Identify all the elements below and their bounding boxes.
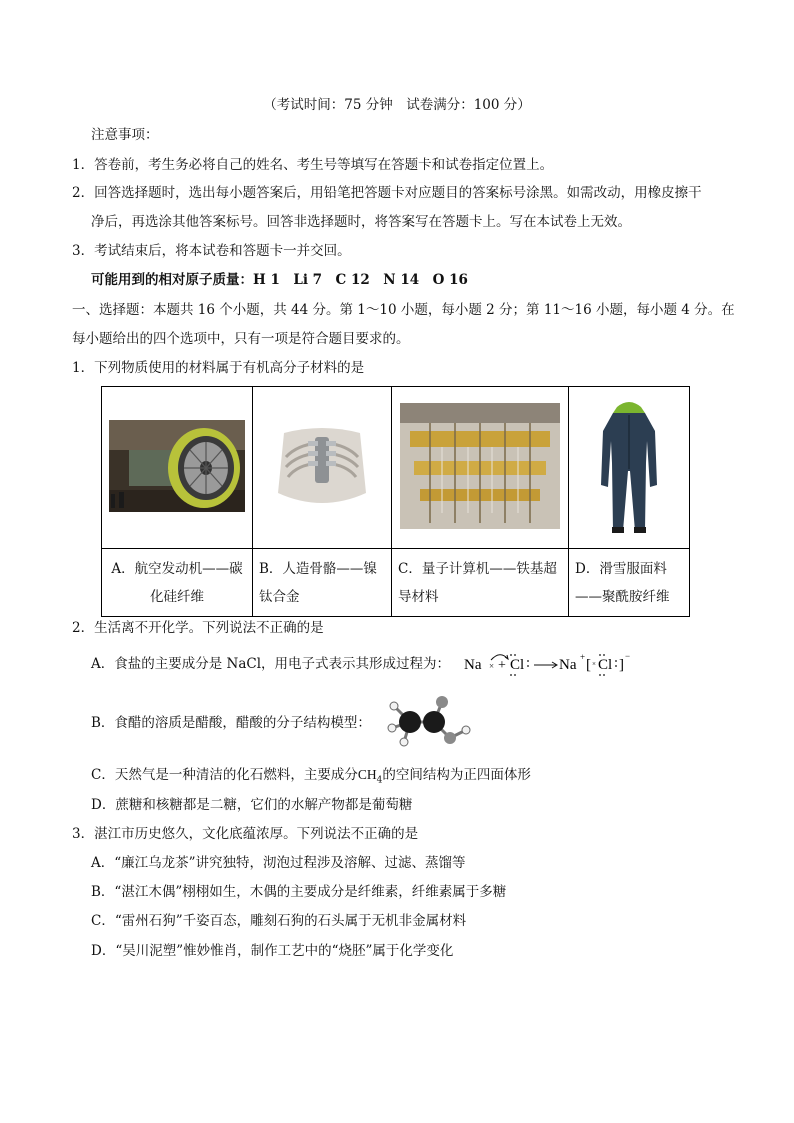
q2-stem: 2．生活离不开化学。下列说法不正确的是 [72,620,324,636]
formula-na-charge: + [580,652,586,662]
option-d-image-cell [569,387,690,549]
artificial-bone-image [272,423,372,509]
q3-option-a: A．“廉江乌龙茶”讲究独特，沏泡过程涉及溶解、过滤、蒸馏等 [91,855,466,871]
q3-stem: 3．湛江市历史悠久，文化底蕴浓厚。下列说法不正确的是 [72,826,419,842]
quantum-computer-image [400,403,560,529]
formula-cl-ion: Cl [598,657,613,673]
formula-plus: + [498,658,506,673]
formula-na: Na [464,657,482,673]
ski-suit-image [599,393,659,539]
q2-option-b: B．食醋的溶质是醋酸，醋酸的分子结构模型： [91,715,371,731]
q1-options-table [101,386,690,617]
acetic-acid-model [384,694,474,752]
q3-option-d: D．“吴川泥塑”惟妙惟肖，制作工艺中的“烧胚”属于化学变化 [91,943,454,959]
svg-text:×: × [592,660,596,668]
formula-cl: Cl [510,657,525,673]
option-c-image-cell [392,387,569,549]
option-b-caption: B．人造骨骼——镍 钛合金 [253,549,392,617]
q2-option-c: C．天然气是一种清洁的化石燃料，主要成分$CH_4$的空间结构为正四面体形 [91,767,531,786]
notice-item-2-cont: 净后，再选涂其他答案标号。回答非选择题时，将答案写在答题卡上。写在本试卷上无效。 [91,214,631,230]
svg-text:[: [ [586,657,591,673]
option-a-image-cell [102,387,253,549]
exam-info: （考试时间：75 分钟 试卷满分：100 分） [263,97,531,113]
atomic-mass: 可能用到的相对原子质量：H 1 Li 7 C 12 N 14 O 16 [91,272,468,288]
q3-option-b: B．“湛江木偶”栩栩如生，木偶的主要成分是纤维素，纤维素属于多糖 [91,884,507,900]
nacl-electron-formula [462,648,642,682]
electron-cross: × [489,661,495,671]
option-b-image-cell [253,387,392,549]
formula-na-ion: Na [559,657,577,673]
notice-item-1: 1．答卷前，考生务必将自己的姓名、考生号等填写在答题卡和试卷指定位置上。 [72,157,554,173]
jet-engine-image [109,420,245,512]
q2-option-d: D．蔗糖和核糖都是二糖，它们的水解产物都是葡萄糖 [91,797,413,813]
notice-item-2: 2．回答选择题时，选出每小题答案后，用铅笔把答题卡对应题目的答案标号涂黑。如需改动，用橡皮擦干 [72,185,702,201]
option-a-caption: A．航空发动机——碳 化硅纤维 [102,549,253,617]
notice-title: 注意事项： [91,127,159,143]
formula-cl-charge: − [625,651,631,661]
q3-option-c: C．“雷州石狗”千姿百态，雕刻石狗的石头属于无机非金属材料 [91,913,467,929]
option-d-caption: D．滑雪服面料 ——聚酰胺纤维 [569,549,690,617]
option-c-caption: C．量子计算机——铁基超 导材料 [392,549,569,617]
svg-text:]: ] [619,657,624,673]
q1-stem: 1．下列物质使用的材料属于有机高分子材料的是 [72,360,365,376]
section1-line2: 每小题给出的四个选项中，只有一项是符合题目要求的。 [72,331,410,347]
section1-line1: 一、选择题：本题共 16 个小题，共 44 分。第 1～10 小题，每小题 2 分；第 11～16 小题，每小题 4 分。在 [72,302,735,318]
q2-option-a: A．食盐的主要成分是 NaCl，用电子式表示其形成过程为： [91,656,451,672]
notice-item-3: 3．考试结束后，将本试卷和答题卡一并交回。 [72,243,351,259]
